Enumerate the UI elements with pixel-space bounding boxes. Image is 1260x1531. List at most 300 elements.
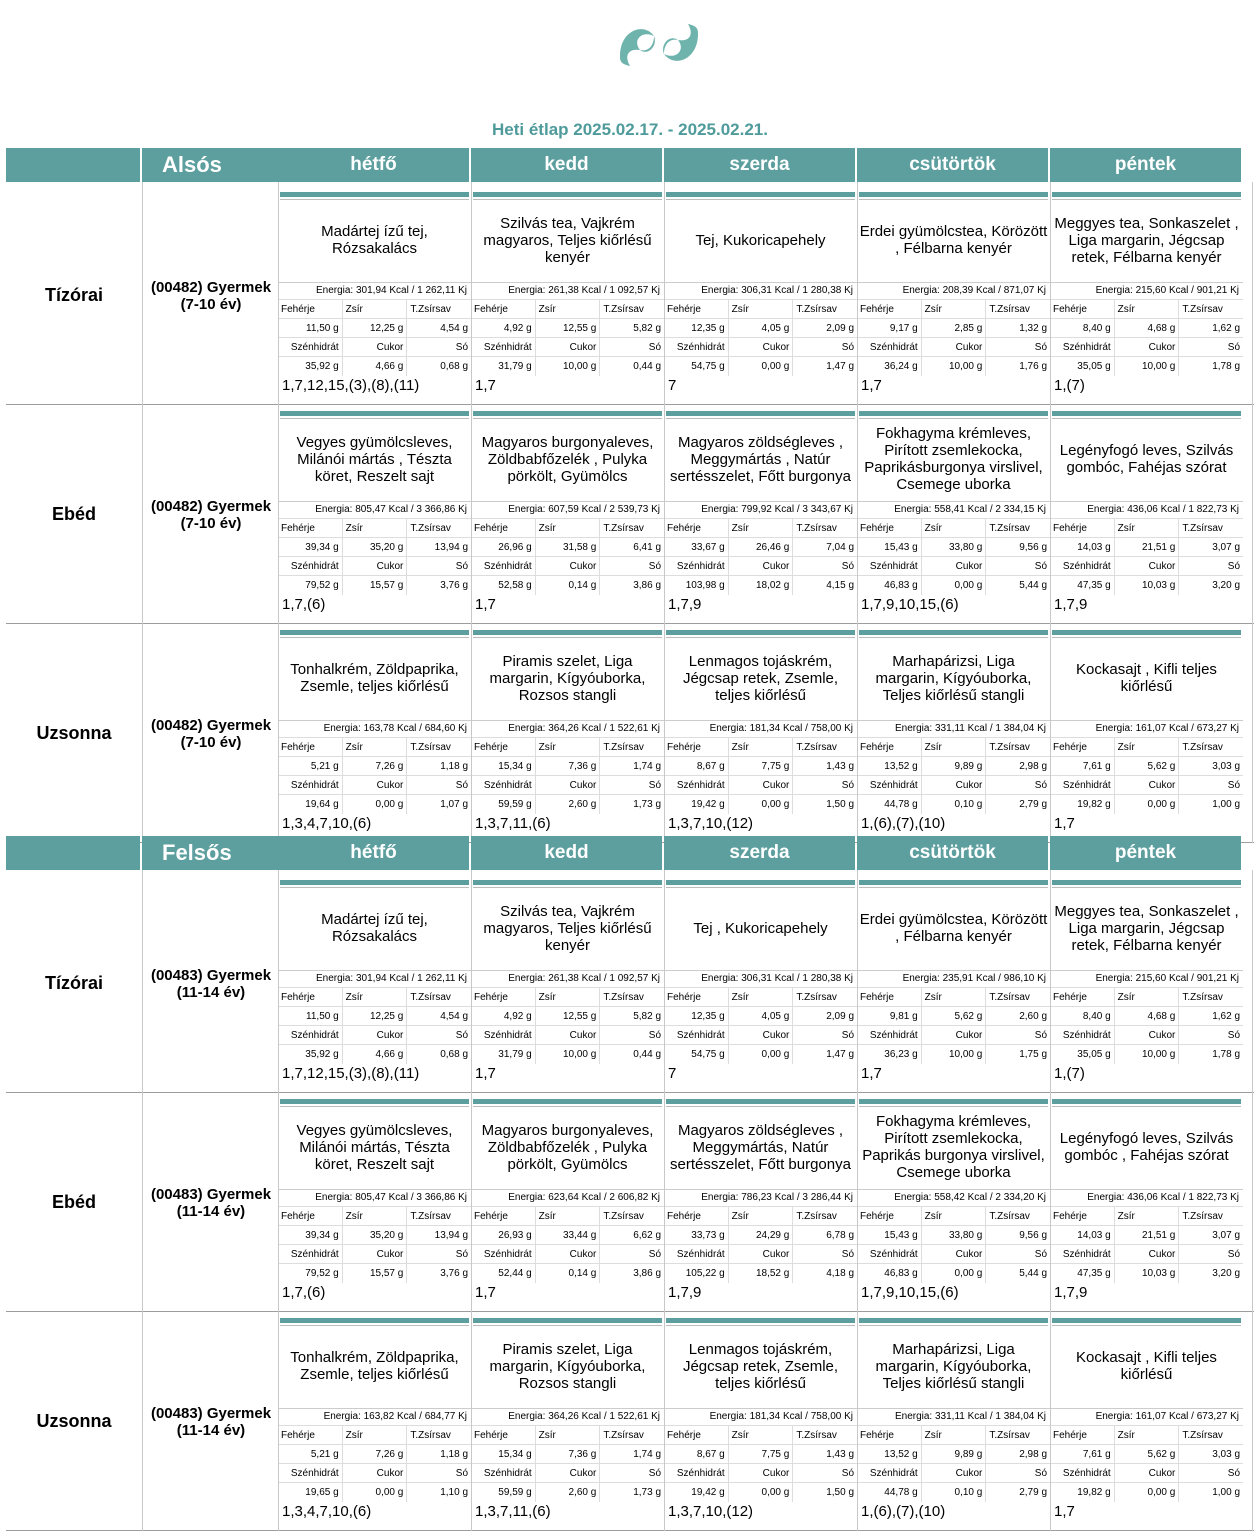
nutrient-cell: Zsír: [729, 738, 794, 757]
nutrient-cell: Fehérje: [664, 988, 729, 1007]
energy-value: Energia: 436,06 Kcal / 1 822,73 Kj: [1050, 1189, 1243, 1205]
nutrient-cell: 33,44 g: [536, 1226, 601, 1245]
nutrient-cell: 1,00 g: [1212, 799, 1241, 810]
nutrient-cell: Zsír: [922, 519, 987, 538]
nutrient-cell: 35,92 g: [278, 1045, 343, 1064]
nutrient-values-row: [664, 756, 857, 776]
allergens: 1,(7): [1054, 1065, 1085, 1082]
menu-cell: [278, 874, 471, 1093]
nutrient-cell: 9,56 g: [1019, 542, 1048, 553]
nutrient-values-row: [278, 1444, 471, 1464]
nutrient-cell: Zsír: [1115, 300, 1180, 319]
food-description: Fokhagyma krémleves, Pirított zsemlekocka, Paprikásburgonya virslivel, Csemege uborka: [864, 425, 1043, 493]
nutrient-cell: 35,20 g: [343, 1226, 408, 1245]
energy-value: Energia: 261,38 Kcal / 1 092,57 Kj: [471, 970, 664, 986]
allergens: 1,7: [861, 377, 882, 394]
age-group: (00483) Gyermek (11-14 év): [150, 1404, 272, 1439]
column-separator: [664, 870, 665, 1531]
nutrient-cell: T.Zsírsav: [410, 523, 451, 534]
nutrient-cell: Cukor: [1115, 1245, 1180, 1264]
nutrient-labels-row: [278, 1025, 471, 1045]
food-description: Piramis szelet, Liga margarin, Kígyóuborka, Rozsos stangli: [489, 1340, 646, 1392]
nutrient-cell: Cukor: [343, 1245, 408, 1264]
nutrient-cell: 5,62 g: [1115, 757, 1180, 776]
nutrient-cell: 0,00 g: [729, 357, 794, 376]
food-description: Marhapárizsi, Liga margarin, Kígyóuborka, Teljes kiőrlésű stangli: [875, 652, 1032, 704]
nutrient-cell: 3,20 g: [1212, 1268, 1241, 1279]
nutrient-cell: 4,68 g: [1115, 319, 1180, 338]
nutrient-cell: Fehérje: [857, 738, 922, 757]
energy-value: Energia: 331,11 Kcal / 1 384,04 Kj: [857, 720, 1050, 736]
nutrient-cell: Só: [455, 1030, 469, 1041]
energy-value: Energia: 607,59 Kcal / 2 539,73 Kj: [471, 501, 664, 517]
nutrient-cell: 9,17 g: [857, 319, 922, 338]
nutrient-values-row: [664, 1006, 857, 1026]
nutrient-cell: 3,07 g: [1212, 542, 1241, 553]
allergens: 1,3,4,7,10,(6): [282, 815, 372, 832]
nutrient-labels-row: [278, 299, 471, 319]
nutrient-cell: 19,65 g: [278, 1483, 343, 1502]
allergens: 1,7: [1054, 1503, 1075, 1520]
nutrient-cell: 10,00 g: [536, 357, 601, 376]
nutrient-cell: T.Zsírsav: [989, 523, 1030, 534]
nutrient-cell: Fehérje: [857, 300, 922, 319]
nutrient-cell: Szénhidrát: [857, 1245, 922, 1264]
accent-bar: [473, 192, 662, 197]
energy-value: Energia: 805,47 Kcal / 3 366,86 Kj: [278, 501, 471, 517]
nutrient-cell: 9,81 g: [857, 1007, 922, 1026]
food-description: Tej , Kukoricapehely: [693, 919, 828, 937]
nutrient-cell: 24,29 g: [729, 1226, 794, 1245]
nutrient-labels-row: [664, 737, 857, 757]
nutrient-cell: T.Zsírsav: [989, 1430, 1030, 1441]
nutrient-cell: 8,40 g: [1050, 319, 1115, 338]
nutrient-cell: 12,55 g: [536, 319, 601, 338]
nutrient-cell: 0,14 g: [536, 576, 601, 595]
column-separator: [471, 182, 472, 843]
nutrient-labels-row: [857, 1244, 1050, 1264]
nutrient-cell: 2,79 g: [1019, 1487, 1048, 1498]
nutrient-cell: Fehérje: [857, 988, 922, 1007]
nutrient-cell: 2,79 g: [1019, 799, 1048, 810]
nutrient-values-row: [664, 1044, 857, 1064]
nutrient-labels-row: [664, 337, 857, 357]
nutrient-cell: 26,46 g: [729, 538, 794, 557]
nutrient-cell: 3,76 g: [440, 580, 469, 591]
nutrient-cell: 4,66 g: [343, 1045, 408, 1064]
allergens: 1,7,9: [668, 1284, 702, 1301]
nutrient-cell: 10,00 g: [922, 1045, 987, 1064]
nutrient-cell: Zsír: [343, 1426, 408, 1445]
nutrient-cell: 1,47 g: [826, 1049, 855, 1060]
nutrient-cell: 2,60 g: [536, 795, 601, 814]
nutrient-cell: Cukor: [1115, 338, 1180, 357]
nutrient-cell: 105,22 g: [664, 1264, 729, 1283]
menu-cell: [278, 186, 471, 405]
menu-cell: [471, 624, 664, 843]
column-separator: [278, 182, 279, 843]
nutrient-cell: Só: [1227, 1030, 1241, 1041]
nutrient-cell: Só: [1227, 561, 1241, 572]
nutrient-cell: 15,43 g: [857, 538, 922, 557]
column-separator: [142, 870, 143, 1531]
nutrient-cell: 31,79 g: [471, 1045, 536, 1064]
menu-cell: [857, 1093, 1050, 1312]
nutrient-cell: Só: [841, 342, 855, 353]
nutrient-labels-row: [471, 299, 664, 319]
nutrient-cell: 1,74 g: [633, 1449, 662, 1460]
allergens: 1,7,9,10,15,(6): [861, 1284, 959, 1301]
header-blank: [6, 836, 140, 870]
nutrient-cell: 5,44 g: [1019, 1268, 1048, 1279]
nutrient-cell: 0,00 g: [922, 576, 987, 595]
nutrient-cell: 1,75 g: [1019, 1049, 1048, 1060]
nutrient-cell: Zsír: [922, 988, 987, 1007]
nutrient-cell: Szénhidrát: [664, 557, 729, 576]
energy-value: Energia: 623,64 Kcal / 2 606,82 Kj: [471, 1189, 664, 1205]
nutrient-values-row: [278, 356, 471, 376]
nutrient-cell: 7,75 g: [729, 1445, 794, 1464]
nutrient-cell: Cukor: [922, 1245, 987, 1264]
nutrient-cell: Zsír: [1115, 1426, 1180, 1445]
nutrient-cell: Szénhidrát: [278, 1245, 343, 1264]
food-description: Kockasajt , Kifli teljes kiőrlésű: [1076, 1349, 1217, 1383]
nutrient-cell: Cukor: [536, 1026, 601, 1045]
nutrient-cell: 3,03 g: [1212, 761, 1241, 772]
nutrient-cell: Szénhidrát: [664, 1464, 729, 1483]
nutrient-cell: Zsír: [343, 738, 408, 757]
nutrient-labels-row: [278, 1425, 471, 1445]
nutrient-cell: 8,67 g: [664, 757, 729, 776]
nutrient-cell: Szénhidrát: [278, 1464, 343, 1483]
nutrient-cell: Cukor: [343, 557, 408, 576]
nutrient-cell: Szénhidrát: [278, 338, 343, 357]
nutrient-cell: Szénhidrát: [857, 776, 922, 795]
allergens: 1,7: [1054, 815, 1075, 832]
nutrient-labels-row: [857, 987, 1050, 1007]
nutrient-cell: 2,60 g: [1019, 1011, 1048, 1022]
menu-cell: [471, 186, 664, 405]
nutrient-values-row: [857, 1444, 1050, 1464]
nutrient-labels-row: [278, 775, 471, 795]
nutrient-cell: 39,34 g: [278, 538, 343, 557]
nutrient-cell: T.Zsírsav: [989, 992, 1030, 1003]
nutrient-cell: 46,83 g: [857, 1264, 922, 1283]
column-separator: [857, 870, 858, 1531]
allergens: 1,7: [861, 1065, 882, 1082]
nutrient-cell: 59,59 g: [471, 795, 536, 814]
nutrient-cell: Zsír: [536, 519, 601, 538]
menu-cell: [664, 624, 857, 843]
energy-value: Energia: 331,11 Kcal / 1 384,04 Kj: [857, 1408, 1050, 1424]
nutrient-cell: 15,34 g: [471, 757, 536, 776]
nutrient-cell: Só: [1034, 1030, 1048, 1041]
nutrient-values-row: [278, 1482, 471, 1502]
nutrient-cell: 44,78 g: [857, 1483, 922, 1502]
hancs-logo: [614, 12, 704, 100]
energy-value: Energia: 301,94 Kcal / 1 262,11 Kj: [278, 282, 471, 298]
nutrient-cell: 15,57 g: [343, 576, 408, 595]
nutrient-cell: Szénhidrát: [278, 1026, 343, 1045]
nutrient-cell: 1,18 g: [440, 761, 469, 772]
nutrient-cell: T.Zsírsav: [603, 742, 644, 753]
nutrient-cell: Szénhidrát: [471, 1245, 536, 1264]
nutrient-cell: Fehérje: [471, 300, 536, 319]
nutrient-labels-row: [1050, 1463, 1243, 1483]
day-header: szerda: [664, 836, 855, 870]
nutrient-labels-row: [1050, 1244, 1243, 1264]
nutrient-cell: Só: [455, 561, 469, 572]
menu-cell: [278, 624, 471, 843]
nutrient-cell: Zsír: [1115, 738, 1180, 757]
nutrient-cell: 5,62 g: [1115, 1445, 1180, 1464]
nutrient-cell: 1,18 g: [440, 1449, 469, 1460]
nutrient-cell: Só: [1034, 780, 1048, 791]
nutrient-cell: Cukor: [922, 338, 987, 357]
nutrient-cell: T.Zsírsav: [989, 304, 1030, 315]
nutrient-cell: Só: [1034, 561, 1048, 572]
nutrient-labels-row: [857, 1463, 1050, 1483]
column-separator: [1252, 870, 1253, 1531]
nutrient-cell: Szénhidrát: [471, 1464, 536, 1483]
column-separator: [278, 870, 279, 1531]
menu-cell: [1050, 1093, 1243, 1312]
food-description: Szilvás tea, Vajkrém magyaros, Teljes kiőrlésű kenyér: [483, 902, 652, 954]
nutrient-values-row: [471, 318, 664, 338]
nutrient-values-row: [857, 318, 1050, 338]
nutrient-cell: Zsír: [343, 300, 408, 319]
nutrient-cell: Fehérje: [278, 738, 343, 757]
nutrient-values-row: [664, 1482, 857, 1502]
nutrient-cell: 5,82 g: [633, 323, 662, 334]
nutrient-values-row: [471, 356, 664, 376]
column-separator: [1252, 182, 1253, 843]
food-description: Magyaros burgonyaleves, Zöldbabfőzelék , Pulyka pörkölt, Gyümölcs: [481, 1121, 654, 1173]
nutrient-cell: 12,35 g: [664, 1007, 729, 1026]
nutrient-cell: 26,96 g: [471, 538, 536, 557]
nutrient-labels-row: [1050, 775, 1243, 795]
menu-cell: [278, 1093, 471, 1312]
nutrient-values-row: [1050, 794, 1243, 814]
menu-cell: [857, 874, 1050, 1093]
nutrient-cell: 1,32 g: [1019, 323, 1048, 334]
nutrient-cell: 8,67 g: [664, 1445, 729, 1464]
nutrient-cell: 47,35 g: [1050, 1264, 1115, 1283]
age-group: (00482) Gyermek (7-10 év): [150, 497, 272, 532]
nutrient-cell: 15,57 g: [343, 1264, 408, 1283]
nutrient-cell: Zsír: [729, 519, 794, 538]
nutrient-cell: Zsír: [343, 519, 408, 538]
energy-value: Energia: 215,60 Kcal / 901,21 Kj: [1050, 970, 1243, 986]
nutrient-cell: Cukor: [922, 1026, 987, 1045]
nutrient-cell: 54,75 g: [664, 357, 729, 376]
nutrient-cell: Fehérje: [278, 1426, 343, 1445]
nutrient-cell: 2,09 g: [826, 1011, 855, 1022]
nutrient-cell: Szénhidrát: [1050, 1464, 1115, 1483]
nutrient-cell: Szénhidrát: [664, 1245, 729, 1264]
nutrient-cell: Cukor: [729, 338, 794, 357]
nutrient-cell: 10,00 g: [536, 1045, 601, 1064]
nutrient-cell: Szénhidrát: [471, 776, 536, 795]
nutrient-cell: 31,58 g: [536, 538, 601, 557]
column-separator: [664, 182, 665, 843]
nutrient-cell: Zsír: [536, 988, 601, 1007]
nutrient-cell: 11,50 g: [278, 1007, 343, 1026]
column-separator: [1050, 870, 1051, 1531]
allergens: 1,7,(6): [282, 1284, 326, 1301]
food-description: Meggyes tea, Sonkaszelet , Liga margarin, Jégcsap retek, Félbarna kenyér: [1054, 214, 1239, 266]
nutrient-values-row: [471, 1263, 664, 1283]
nutrient-cell: 4,05 g: [729, 319, 794, 338]
nutrient-values-row: [471, 1006, 664, 1026]
nutrient-cell: Zsír: [536, 738, 601, 757]
nutrient-labels-row: [278, 556, 471, 576]
nutrient-values-row: [278, 575, 471, 595]
nutrient-cell: Zsír: [536, 1207, 601, 1226]
nutrient-cell: 19,64 g: [278, 795, 343, 814]
nutrient-values-row: [471, 1482, 664, 1502]
nutrient-cell: Fehérje: [1050, 738, 1115, 757]
food-description: Meggyes tea, Sonkaszelet , Liga margarin, Jégcsap retek, Félbarna kenyér: [1054, 902, 1239, 954]
day-header: péntek: [1050, 836, 1241, 870]
nutrient-cell: 12,55 g: [536, 1007, 601, 1026]
nutrient-cell: 4,54 g: [440, 323, 469, 334]
column-separator: [142, 182, 143, 843]
nutrient-cell: Fehérje: [1050, 988, 1115, 1007]
food-description: Magyaros burgonyaleves, Zöldbabfőzelék , Pulyka pörkölt, Gyümölcs: [481, 433, 654, 485]
nutrient-cell: 33,67 g: [664, 538, 729, 557]
nutrient-values-row: [857, 537, 1050, 557]
column-separator: [857, 182, 858, 843]
nutrient-cell: 79,52 g: [278, 576, 343, 595]
food-description: Legényfogó leves, Szilvás gombóc , Fahéjas szórat: [1059, 1130, 1234, 1164]
nutrient-cell: Só: [1034, 1249, 1048, 1260]
nutrient-cell: 4,92 g: [471, 319, 536, 338]
nutrient-values-row: [471, 537, 664, 557]
nutrient-cell: Cukor: [729, 1026, 794, 1045]
nutrient-values-row: [1050, 356, 1243, 376]
nutrient-cell: 12,25 g: [343, 1007, 408, 1026]
accent-bar: [666, 880, 855, 885]
nutrient-cell: 7,61 g: [1050, 757, 1115, 776]
nutrient-values-row: [664, 356, 857, 376]
nutrient-cell: Fehérje: [664, 1426, 729, 1445]
menu-block-1: [6, 836, 1254, 1531]
nutrient-cell: 1,73 g: [633, 799, 662, 810]
nutrient-cell: 13,94 g: [434, 1230, 469, 1241]
food-description: Tonhalkrém, Zöldpaprika, Zsemle, teljes kiőrlésű: [290, 661, 459, 695]
day-header: péntek: [1050, 148, 1241, 182]
age-group: (00483) Gyermek (11-14 év): [150, 966, 272, 1001]
food-description: Lenmagos tojáskrém, Jégcsap retek, Zsemle, teljes kiőrlésű: [682, 652, 839, 704]
food-description: Tonhalkrém, Zöldpaprika, Zsemle, teljes kiőrlésű: [290, 1349, 459, 1383]
header-blank: [6, 148, 140, 182]
nutrient-values-row: [857, 1263, 1050, 1283]
nutrient-cell: T.Zsírsav: [796, 523, 837, 534]
nutrient-cell: Só: [648, 780, 662, 791]
nutrient-cell: 6,78 g: [826, 1230, 855, 1241]
nutrient-labels-row: [664, 299, 857, 319]
energy-value: Energia: 799,92 Kcal / 3 343,67 Kj: [664, 501, 857, 517]
menu-block-0: [6, 148, 1254, 843]
nutrient-cell: 1,43 g: [826, 1449, 855, 1460]
nutrient-values-row: [278, 318, 471, 338]
accent-bar: [473, 1099, 662, 1104]
accent-bar: [280, 192, 469, 197]
allergens: 1,3,7,11,(6): [475, 1503, 551, 1520]
accent-bar: [1052, 411, 1241, 416]
nutrient-labels-row: [1050, 737, 1243, 757]
nutrient-cell: 3,07 g: [1212, 1230, 1241, 1241]
nutrient-cell: 9,89 g: [922, 757, 987, 776]
nutrient-labels-row: [664, 987, 857, 1007]
nutrient-cell: 2,09 g: [826, 323, 855, 334]
food-description: Erdei gyümölcstea, Körözött , Félbarna kenyér: [859, 223, 1048, 257]
nutrient-cell: 54,75 g: [664, 1045, 729, 1064]
nutrient-cell: Zsír: [729, 300, 794, 319]
nutrient-cell: 0,00 g: [729, 795, 794, 814]
nutrient-labels-row: [664, 1425, 857, 1445]
nutrient-labels-row: [471, 1206, 664, 1226]
nutrient-cell: T.Zsírsav: [989, 742, 1030, 753]
nutrient-cell: 1,76 g: [1019, 361, 1048, 372]
nutrient-cell: 4,54 g: [440, 1011, 469, 1022]
nutrient-cell: T.Zsírsav: [989, 1211, 1030, 1222]
nutrient-cell: Fehérje: [664, 519, 729, 538]
nutrient-values-row: [471, 575, 664, 595]
nutrient-labels-row: [278, 1206, 471, 1226]
nutrient-cell: 0,00 g: [922, 1264, 987, 1283]
nutrient-cell: Cukor: [922, 557, 987, 576]
menu-cell: [278, 405, 471, 624]
nutrient-labels-row: [1050, 556, 1243, 576]
accent-bar: [666, 1318, 855, 1323]
nutrient-cell: Só: [841, 780, 855, 791]
nutrient-cell: 15,43 g: [857, 1226, 922, 1245]
nutrient-cell: Só: [1034, 1468, 1048, 1479]
energy-value: Energia: 805,47 Kcal / 3 366,86 Kj: [278, 1189, 471, 1205]
nutrient-labels-row: [471, 775, 664, 795]
nutrient-labels-row: [278, 518, 471, 538]
nutrient-labels-row: [278, 987, 471, 1007]
age-group: (00483) Gyermek (11-14 év): [150, 1185, 272, 1220]
nutrient-labels-row: [664, 775, 857, 795]
nutrient-values-row: [1050, 318, 1243, 338]
allergens: 1,3,7,10,(12): [668, 815, 754, 832]
nutrient-labels-row: [471, 518, 664, 538]
nutrient-cell: 103,98 g: [664, 576, 729, 595]
column-separator: [1050, 182, 1051, 843]
nutrient-cell: Fehérje: [1050, 519, 1115, 538]
nutrient-cell: Fehérje: [471, 1426, 536, 1445]
allergens: 1,7: [475, 1065, 496, 1082]
energy-value: Energia: 181,34 Kcal / 758,00 Kj: [664, 720, 857, 736]
accent-bar: [1052, 1318, 1241, 1323]
nutrient-cell: 21,51 g: [1115, 1226, 1180, 1245]
nutrient-values-row: [278, 1225, 471, 1245]
nutrient-cell: 9,89 g: [922, 1445, 987, 1464]
food-description: Vegyes gyümölcsleves, Milánói mártás, Tészta köret, Reszelt sajt: [296, 1121, 453, 1173]
nutrient-cell: T.Zsírsav: [1182, 1430, 1223, 1441]
nutrient-cell: Só: [1227, 1249, 1241, 1260]
menu-cell: [1050, 624, 1243, 843]
nutrient-cell: Szénhidrát: [857, 338, 922, 357]
nutrient-cell: Só: [648, 1249, 662, 1260]
nutrient-cell: 4,18 g: [826, 1268, 855, 1279]
nutrient-cell: Zsír: [922, 1426, 987, 1445]
nutrient-cell: Fehérje: [857, 1426, 922, 1445]
nutrient-cell: Cukor: [729, 1464, 794, 1483]
